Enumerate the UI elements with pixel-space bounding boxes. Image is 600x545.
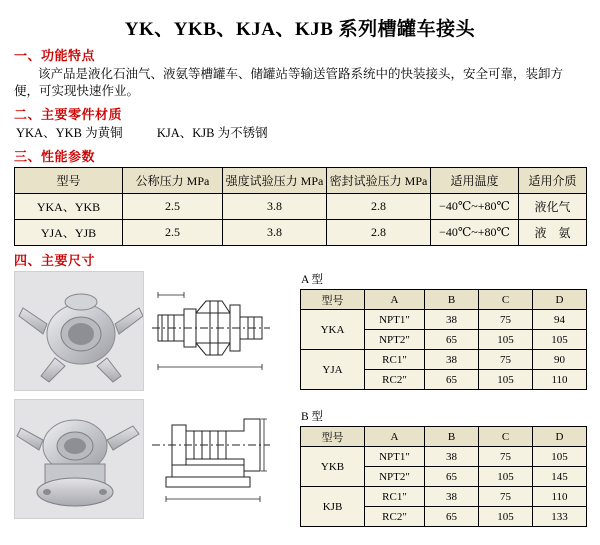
cell-a: RC2" — [365, 507, 425, 527]
cell-strength-test-pressure: 3.8 — [223, 220, 327, 246]
cell-b: 65 — [425, 370, 479, 390]
coupling-drawing-a-graphic — [148, 271, 274, 389]
table-row — [301, 487, 587, 507]
cell-d: 145 — [533, 467, 587, 487]
cell-d: 94 — [533, 310, 587, 330]
cell-nominal-pressure: 2.5 — [123, 194, 223, 220]
coupling-photo-b-graphic — [15, 400, 143, 518]
image-column — [14, 271, 276, 527]
cell-b: 38 — [425, 350, 479, 370]
dimension-tables-column — [300, 271, 586, 545]
cell-medium: 液 氨 — [519, 220, 587, 246]
cell-c: 75 — [479, 447, 533, 467]
col-header-c: C — [479, 290, 533, 310]
coupling-photo-a-graphic — [15, 272, 143, 390]
cell-c: 105 — [479, 467, 533, 487]
table-header-row — [15, 168, 587, 194]
cell-d: 105 — [533, 330, 587, 350]
table-header-row — [301, 290, 587, 310]
cell-a: RC1" — [365, 350, 425, 370]
cell-b: 65 — [425, 330, 479, 350]
cell-c: 105 — [479, 330, 533, 350]
materials-left: YKA、YKB 为黄铜 — [16, 126, 123, 140]
cell-model: YJA — [301, 350, 365, 390]
coupling-drawing-b-graphic — [148, 399, 274, 517]
table-row — [15, 220, 587, 246]
col-header-seal-test-pressure: 密封试验压力 MPa — [327, 168, 431, 194]
cell-a: RC2" — [365, 370, 425, 390]
cell-b: 38 — [425, 310, 479, 330]
cell-c: 105 — [479, 507, 533, 527]
cell-model: YJA、YJB — [15, 220, 123, 246]
col-header-nominal-pressure: 公称压力 MPa — [123, 168, 223, 194]
dimension-table-a — [300, 289, 587, 390]
dim-table-a-label: A 型 — [301, 274, 324, 286]
col-header-temperature: 适用温度 — [431, 168, 519, 194]
col-header-model: 型号 — [15, 168, 123, 194]
table-row — [301, 447, 587, 467]
cell-d: 110 — [533, 370, 587, 390]
cell-a: NPT2" — [365, 467, 425, 487]
cell-a: RC1" — [365, 487, 425, 507]
materials-right: KJA、KJB 为不锈钢 — [156, 126, 268, 140]
section-heading-dimensions: 四、主要尺寸 — [14, 253, 96, 268]
cell-c: 75 — [479, 310, 533, 330]
cell-a: NPT1" — [365, 447, 425, 467]
product-photo-a — [14, 271, 144, 391]
table-row — [15, 194, 587, 220]
col-header-b: B — [425, 427, 479, 447]
cell-d: 105 — [533, 447, 587, 467]
section-heading-performance: 三、性能参数 — [14, 149, 96, 164]
cell-strength-test-pressure: 3.8 — [223, 194, 327, 220]
cell-seal-test-pressure: 2.8 — [327, 194, 431, 220]
dimension-table-b — [300, 426, 587, 527]
product-drawing-a — [148, 271, 274, 389]
cell-c: 75 — [479, 487, 533, 507]
col-header-c: C — [479, 427, 533, 447]
col-header-d: D — [533, 427, 587, 447]
table-row — [301, 350, 587, 370]
product-row-b — [14, 399, 276, 519]
cell-temperature: −40℃~+80℃ — [431, 194, 519, 220]
materials-line — [14, 125, 586, 142]
cell-b: 65 — [425, 467, 479, 487]
features-paragraph: 该产品是液化石油气、液氨等槽罐车、储罐站等输送管路系统中的快装接头，安全可靠，装卸方便，可实现快速作业。 — [14, 67, 564, 98]
col-header-b: B — [425, 290, 479, 310]
cell-a: NPT1" — [365, 310, 425, 330]
product-row-a — [14, 271, 276, 391]
section-heading-materials: 二、主要零件材质 — [14, 107, 123, 122]
cell-model: YKA — [301, 310, 365, 350]
section-heading-features: 一、功能特点 — [14, 48, 96, 63]
col-header-model: 型号 — [301, 427, 365, 447]
cell-d: 133 — [533, 507, 587, 527]
page-title: YK、YKB、KJA、KJB 系列槽罐车接头 — [124, 19, 476, 40]
cell-c: 75 — [479, 350, 533, 370]
cell-nominal-pressure: 2.5 — [123, 220, 223, 246]
cell-b: 65 — [425, 507, 479, 527]
cell-a: NPT2" — [365, 330, 425, 350]
table-header-row — [301, 427, 587, 447]
cell-d: 110 — [533, 487, 587, 507]
dim-table-b-label: B 型 — [301, 411, 324, 423]
cell-temperature: −40℃~+80℃ — [431, 220, 519, 246]
col-header-a: A — [365, 290, 425, 310]
performance-table — [14, 167, 587, 246]
cell-d: 90 — [533, 350, 587, 370]
cell-c: 105 — [479, 370, 533, 390]
cell-model: YKB — [301, 447, 365, 487]
cell-b: 38 — [425, 487, 479, 507]
col-header-strength-test-pressure: 强度试验压力 MPa — [223, 168, 327, 194]
product-photo-b — [14, 399, 144, 519]
product-drawing-b — [148, 399, 274, 517]
table-row — [301, 310, 587, 330]
col-header-model: 型号 — [301, 290, 365, 310]
cell-model: KJB — [301, 487, 365, 527]
cell-medium: 液化气 — [519, 194, 587, 220]
cell-seal-test-pressure: 2.8 — [327, 220, 431, 246]
cell-b: 38 — [425, 447, 479, 467]
cell-model: YKA、YKB — [15, 194, 123, 220]
col-header-medium: 适用介质 — [519, 168, 587, 194]
col-header-a: A — [365, 427, 425, 447]
col-header-d: D — [533, 290, 587, 310]
